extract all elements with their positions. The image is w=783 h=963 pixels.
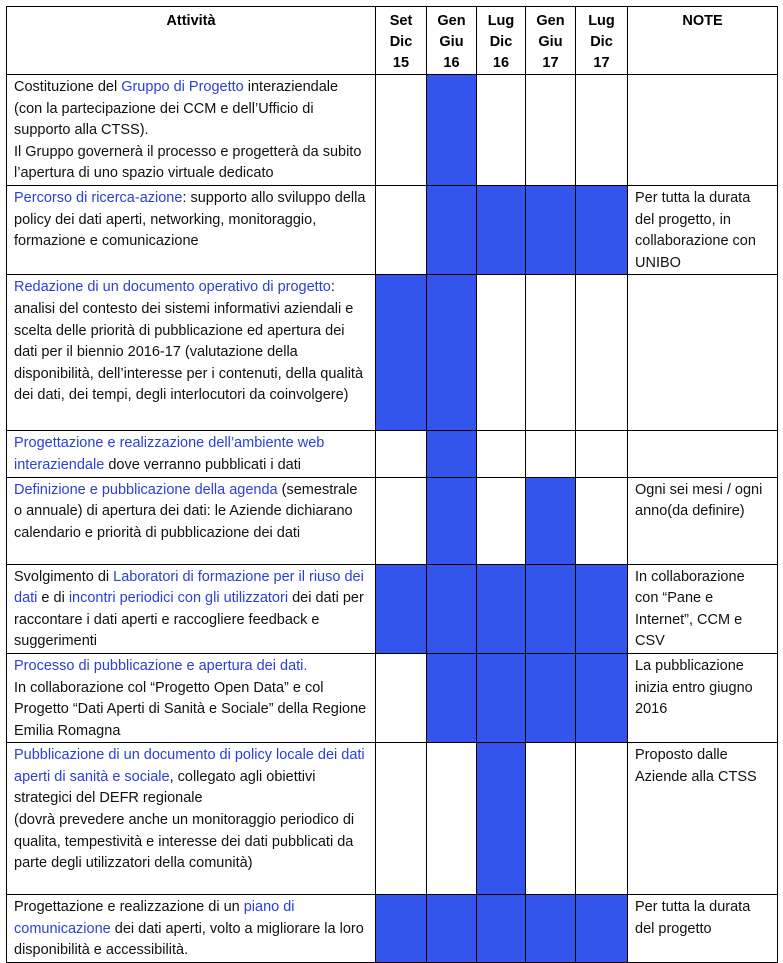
activity-text: dei dati per raccontare i dati aperti e raccogliere feedback e suggerimenti — [14, 590, 364, 650]
period-cell-empty — [576, 275, 628, 431]
period-cell-empty — [427, 743, 477, 895]
header-period: Lug Dic 16 — [477, 7, 526, 75]
period-cell-active — [477, 185, 526, 274]
activity-highlight-text: Gruppo di Progetto — [121, 79, 244, 95]
activity-cell — [7, 743, 376, 895]
activity-cell — [7, 275, 376, 431]
activity-cell — [7, 75, 376, 186]
period-cell-active — [576, 185, 628, 274]
activity-highlight-text: piano di comunicazione — [14, 899, 295, 937]
note-cell: La pubblicazione inizia entro giugno 2016 — [628, 653, 778, 742]
table-row — [7, 564, 778, 653]
header-period: Gen Giu 16 — [427, 7, 477, 75]
activity-text: Costituzione del — [14, 79, 122, 95]
period-cell-empty — [376, 185, 427, 274]
activity-timeline-table — [6, 6, 778, 963]
period-cell-empty — [376, 743, 427, 895]
note-cell: Per tutta la durata del progetto — [628, 895, 778, 963]
activity-text: : analisi del contesto dei sistemi informativi aziendali e scelta delle priorità di pubblicazione ed apertura dei dati per il biennio 2016-17 (valutazione della disponibilità, dell’interesse per i contenuti, della qualità dei dati, dei tempi, degli interlocutori da coinvolgere) — [14, 279, 364, 404]
period-cell-active — [526, 564, 576, 653]
table-row — [7, 477, 778, 564]
table-row — [7, 743, 778, 895]
period-cell-empty — [526, 431, 576, 477]
header-period: Set Dic 15 — [376, 7, 427, 75]
table-row — [7, 895, 778, 963]
period-cell-empty — [477, 275, 526, 431]
activity-highlight-text: Percorso di ricerca-azione — [14, 189, 183, 206]
activity-text: Il Gruppo governerà il processo e progetterà da subito l’apertura di uno spazio virtuale dedicato — [14, 143, 362, 182]
period-cell-empty — [376, 431, 427, 477]
table-row — [7, 431, 778, 477]
activity-highlight-text: Progettazione e realizzazione dell’ambiente web interaziendale — [14, 435, 325, 473]
period-cell-active — [427, 275, 477, 431]
period-cell-active — [576, 895, 628, 963]
period-cell-active — [427, 75, 477, 186]
activity-text: dove verranno pubblicati i dati — [104, 456, 301, 473]
period-cell-active — [477, 653, 526, 742]
period-cell-empty — [576, 431, 628, 477]
period-cell-active — [526, 477, 576, 564]
table-body — [7, 75, 778, 963]
period-cell-active — [427, 564, 477, 653]
period-cell-active — [427, 895, 477, 963]
period-cell-active — [427, 653, 477, 742]
table-row — [7, 275, 778, 431]
period-cell-active — [376, 275, 427, 431]
activity-text: Progettazione e realizzazione di un — [14, 899, 244, 916]
activity-cell — [7, 185, 376, 274]
header-period: Gen Giu 17 — [526, 7, 576, 75]
period-cell-active — [376, 564, 427, 653]
table-row — [7, 75, 778, 186]
activity-text: dei dati aperti, volto a migliorare la loro disponibilità e accessibilità. — [14, 920, 364, 959]
period-cell-empty — [477, 477, 526, 564]
period-cell-active — [427, 477, 477, 564]
activity-text: Svolgimento di — [14, 568, 114, 585]
period-cell-active — [427, 431, 477, 477]
period-cell-empty — [576, 743, 628, 895]
note-cell — [628, 275, 778, 431]
period-cell-empty — [376, 75, 427, 186]
activity-text: , collegato agli obiettivi strategici del DEFR regionale — [14, 768, 316, 807]
period-cell-active — [526, 895, 576, 963]
activity-text: interaziendale (con la partecipazione dei CCM e dell’Ufficio di supporto alla CTSS). — [14, 79, 339, 139]
period-cell-active — [477, 564, 526, 653]
activity-highlight-text: Pubblicazione di un documento di policy locale dei dati aperti di sanità e sociale — [14, 747, 365, 785]
period-cell-empty — [376, 477, 427, 564]
header-period: Lug Dic 17 — [576, 7, 628, 75]
note-cell: In collaborazione con “Pane e Internet”, CCM e CSV — [628, 564, 778, 653]
activity-text: (dovrà prevedere anche un monitoraggio periodico di qualita, tempestività e interesse dei dati pubblicati da parte degli utilizzatori della comunità) — [14, 812, 355, 872]
period-cell-active — [376, 895, 427, 963]
period-cell-active — [477, 895, 526, 963]
note-cell: Ogni sei mesi / ogni anno(da definire) — [628, 477, 778, 564]
period-cell-active — [526, 653, 576, 742]
header-activity: Attività — [7, 7, 376, 75]
period-cell-empty — [526, 743, 576, 895]
activity-text: e di — [37, 590, 69, 607]
activity-text: (semestrale o annuale) di apertura dei dati: le Aziende dichiarano calendario e priorità di pubblicazione dei dati — [14, 481, 358, 541]
period-cell-active — [427, 185, 477, 274]
activity-highlight-text: incontri periodici con gli utilizzatori — [68, 590, 289, 607]
activity-highlight-text: Laboratori di formazione per il riuso dei dati — [14, 568, 364, 607]
activity-highlight-text: Processo di pubblicazione e apertura dei dati. — [14, 657, 308, 674]
note-cell — [628, 431, 778, 477]
note-cell — [628, 75, 778, 186]
activity-cell — [7, 653, 376, 742]
activity-cell — [7, 477, 376, 564]
activity-text: In collaborazione col “Progetto Open Data” e col Progetto “Dati Aperti di Sanità e Sociale” della Regione Emilia Romagna — [14, 679, 367, 739]
period-cell-empty — [576, 75, 628, 186]
activity-text: : supporto allo sviluppo della policy dei dati aperti, networking, monitoraggio, formazione e comunicazione — [14, 189, 366, 250]
period-cell-empty — [376, 653, 427, 742]
period-cell-empty — [477, 75, 526, 186]
period-cell-empty — [477, 431, 526, 477]
period-cell-empty — [576, 477, 628, 564]
period-cell-active — [477, 743, 526, 895]
activity-cell — [7, 431, 376, 477]
note-cell: Per tutta la durata del progetto, in collaborazione con UNIBO — [628, 185, 778, 274]
table-row — [7, 653, 778, 742]
activity-highlight-text: Definizione e pubblicazione della agenda — [14, 481, 278, 498]
header-notes: NOTE — [628, 7, 778, 75]
period-cell-active — [576, 564, 628, 653]
period-cell-active — [526, 185, 576, 274]
table-row — [7, 185, 778, 274]
activity-cell — [7, 895, 376, 963]
period-cell-active — [576, 653, 628, 742]
activity-cell — [7, 564, 376, 653]
period-cell-empty — [526, 75, 576, 186]
header-row — [7, 7, 778, 75]
period-cell-empty — [526, 275, 576, 431]
activity-highlight-text: Redazione di un documento operativo di progetto — [14, 279, 331, 296]
note-cell: Proposto dalle Aziende alla CTSS — [628, 743, 778, 895]
